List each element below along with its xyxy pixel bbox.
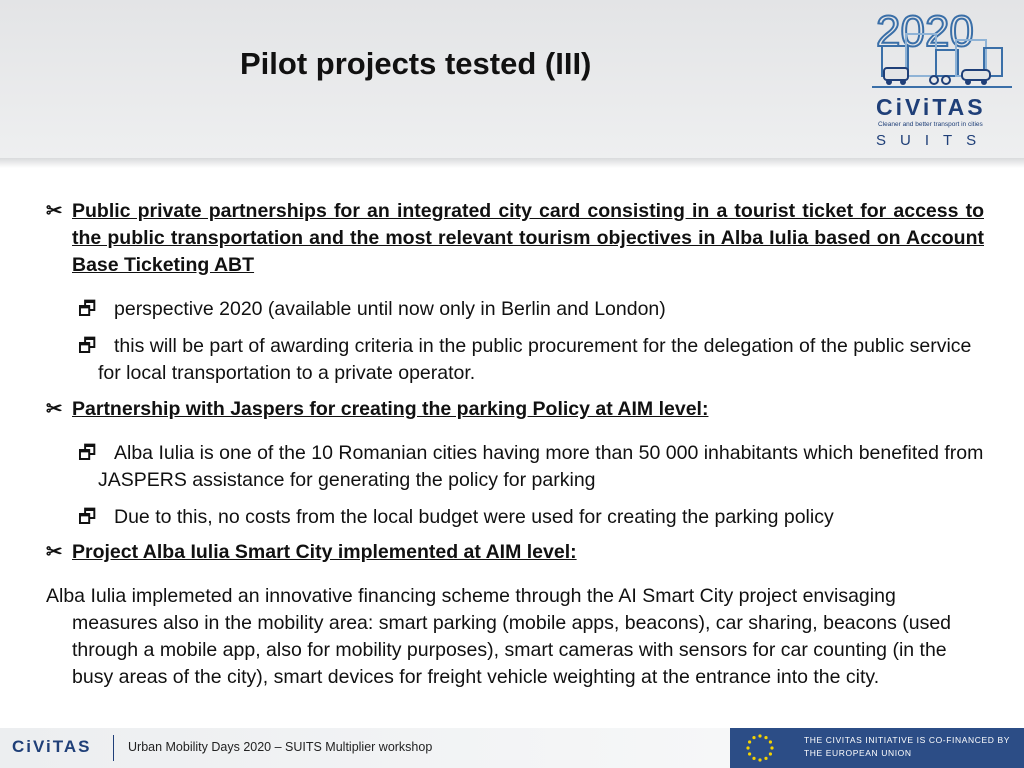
sub-bullet — [78, 333, 988, 387]
logo-project: SUITS — [876, 132, 991, 149]
eu-flag-icon — [732, 729, 788, 767]
smart-city-paragraph: Alba Iulia implemeted an innovative financing scheme through the AI Smart City project envisaging measures also in the mobility area: smart parking (mobile apps, beacons), car sharing, beacons (used through a mobile app, also for mobility purposes), smart cameras with sensors for car counting (in the busy areas of the city), smart devices for freight vehicle weighting at the entrance into the city. — [46, 585, 952, 688]
sub-bullet-text: Alba Iulia is one of the 10 Romanian cities having more than 50 000 inhabitants which benefited from JASPERS assistance for generating the policy for parking — [98, 442, 984, 491]
window-icon: 🗗 — [78, 335, 97, 357]
eu-cofinance-text — [804, 734, 1010, 760]
sub-bullet — [78, 504, 988, 531]
eu-line-2: THE EUROPEAN UNION — [804, 748, 912, 758]
scissors-icon: ✂ — [46, 200, 63, 222]
sub-bullet — [78, 296, 988, 323]
sub-bullet — [78, 440, 988, 494]
footer-event: Urban Mobility Days 2020 – SUITS Multiplier workshop — [128, 740, 433, 754]
scissors-icon: ✂ — [46, 541, 63, 563]
bullet-text: Project Alba Iulia Smart City implemented at AIM level: — [72, 541, 577, 563]
civitas-2020-logo — [872, 4, 1012, 154]
header-shadow — [0, 158, 1024, 168]
sub-bullet-text: perspective 2020 (available until now only in Berlin and London) — [114, 298, 666, 320]
bullet-text: Public private partnerships for an integrated city card consisting in a tourist ticket for access to the public transportation and the most relevant tourism objectives in Alba Iulia based on Account Base Ticketing ABT — [72, 200, 984, 276]
eu-line-1: THE CIVITAS INITIATIVE IS CO-FINANCED BY — [804, 735, 1010, 745]
sub-bullet-text: this will be part of awarding criteria in the public procurement for the delegation of the public service for local transportation to a private operator. — [98, 335, 972, 384]
bullet-text: Partnership with Jaspers for creating the parking Policy at AIM level: — [72, 398, 709, 420]
sub-bullet-text: Due to this, no costs from the local budget were used for creating the parking policy — [114, 506, 834, 528]
window-icon: 🗗 — [78, 506, 97, 528]
logo-year: 2020 — [876, 7, 974, 56]
logo-tagline: Cleaner and better transport in cities — [878, 121, 983, 128]
footer-divider — [113, 735, 114, 761]
logo-brand: CiViTAS — [876, 94, 986, 120]
bullet-jaspers — [46, 396, 984, 423]
city-skyline-icon — [872, 4, 1012, 96]
window-icon: 🗗 — [78, 442, 97, 464]
scissors-icon: ✂ — [46, 398, 63, 420]
window-icon: 🗗 — [78, 298, 97, 320]
bullet-ppp — [46, 198, 984, 279]
page-title: Pilot projects tested (III) — [240, 46, 592, 81]
footer-brand: CiViTAS — [12, 737, 92, 756]
bullet-smart-city — [46, 539, 984, 566]
